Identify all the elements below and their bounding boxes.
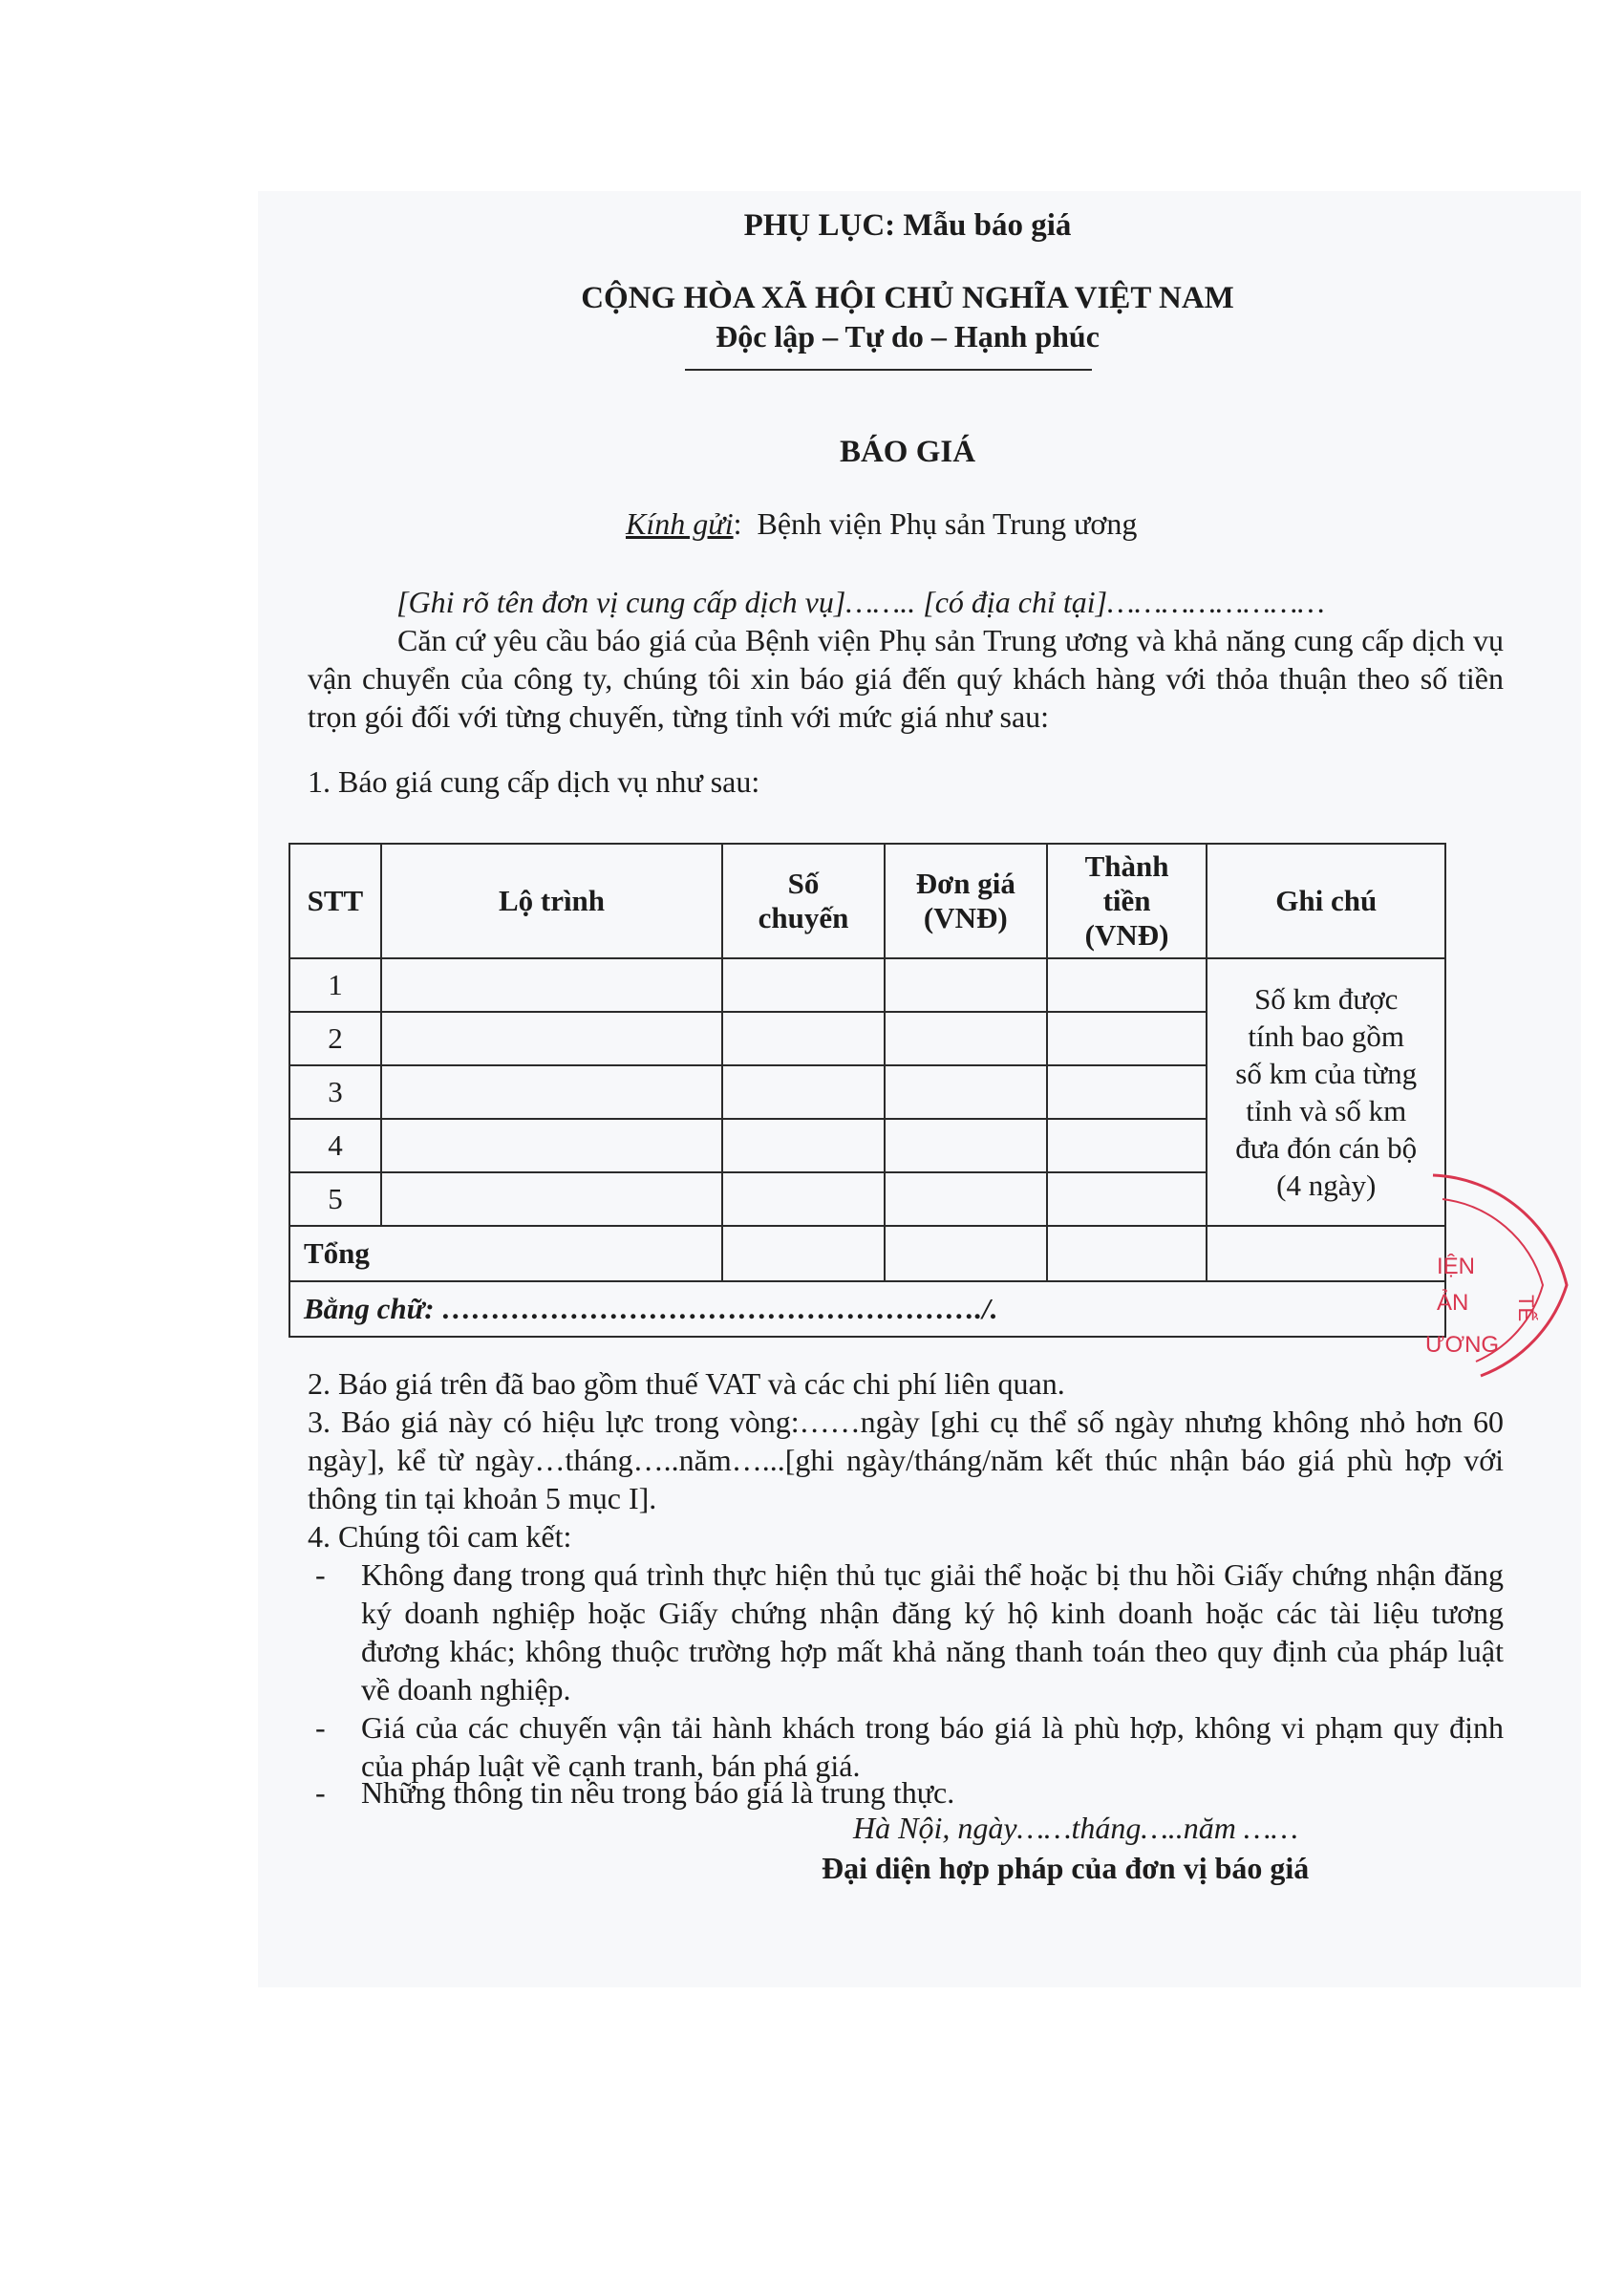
route-cell	[381, 1012, 722, 1065]
commitment-item	[308, 1773, 1504, 1812]
appendix-title: PHỤ LỤC: Mẫu báo giá	[743, 208, 1072, 243]
document-title: BÁO GIÁ	[839, 435, 976, 469]
item-2: 2. Báo giá trên đã bao gồm thuế VAT và các chi phí liên quan.	[308, 1366, 1065, 1401]
total-row	[289, 1226, 1445, 1281]
bullet-dash: -	[315, 1710, 326, 1745]
total-unit-price-cell	[885, 1226, 1047, 1281]
amount-cell	[1047, 1119, 1207, 1172]
recipient-line	[626, 506, 1137, 542]
table-header-row	[289, 844, 1445, 958]
header-note: Ghi chú	[1207, 844, 1445, 958]
amount-cell	[1047, 1172, 1207, 1226]
trips-cell	[722, 1119, 885, 1172]
amount-cell	[1047, 1065, 1207, 1119]
stamp-text-3: ƯƠNG	[1425, 1332, 1500, 1358]
row-number: 2	[289, 1012, 381, 1065]
commitment-text: Những thông tin nêu trong báo giá là trung thực.	[361, 1775, 955, 1810]
amount-in-words-dots: ………………………………………………./.	[434, 1292, 998, 1325]
recipient-label: Kính gửi	[626, 506, 734, 541]
unit-price-cell	[885, 958, 1047, 1012]
header-unit-price: Đơn giá (VNĐ)	[885, 844, 1047, 958]
quote-table	[288, 843, 1446, 1338]
total-trips-cell	[722, 1226, 885, 1281]
section-1-heading: 1. Báo giá cung cấp dịch vụ như sau:	[308, 764, 760, 799]
unit-price-cell	[885, 1065, 1047, 1119]
header-route: Lộ trình	[381, 844, 722, 958]
unit-price-cell	[885, 1119, 1047, 1172]
recipient-name: Bệnh viện Phụ sản Trung ương	[757, 506, 1138, 541]
supplier-note: [Ghi rõ tên đơn vị cung cấp dịch vụ]…….. [có địa chỉ tại]……………………	[396, 585, 1325, 619]
row-number: 5	[289, 1172, 381, 1226]
unit-price-cell	[885, 1012, 1047, 1065]
amount-in-words-label: Bằng chữ:	[304, 1292, 435, 1325]
commitment-text: Giá của các chuyến vận tải hành khách trong báo giá là phù hợp, không vi phạm quy định của pháp luật về cạnh tranh, bán phá giá.	[361, 1710, 1504, 1783]
route-cell	[381, 958, 722, 1012]
amount-cell	[1047, 958, 1207, 1012]
unit-price-cell	[885, 1172, 1047, 1226]
bullet-dash: -	[315, 1557, 326, 1592]
commitment-text: Không đang trong quá trình thực hiện thủ tục giải thể hoặc bị thu hồi Giấy chứng nhận đăng ký doanh nghiệp hoặc Giấy chứng nhận đăng ký hộ kinh doanh hoặc các tài liệu tương đương khác; không thuộc trường hợp mất khả năng thanh toán theo quy định của pháp luật về doanh nghiệp.	[361, 1557, 1504, 1706]
header-stt: STT	[289, 844, 381, 958]
amount-cell	[1047, 1012, 1207, 1065]
amount-in-words	[289, 1281, 1445, 1337]
stamp-text-2: ẢN	[1437, 1290, 1469, 1316]
commitment-item	[308, 1555, 1504, 1708]
row-number: 4	[289, 1119, 381, 1172]
red-stamp-seal	[1423, 1170, 1576, 1381]
header-trips: Số chuyến	[722, 844, 885, 958]
trips-cell	[722, 1012, 885, 1065]
bullet-dash: -	[315, 1775, 326, 1810]
item-4: 4. Chúng tôi cam kết:	[308, 1519, 572, 1554]
trips-cell	[722, 1172, 885, 1226]
route-cell	[381, 1119, 722, 1172]
row-number: 1	[289, 958, 381, 1012]
stamp-text-1: IỆN	[1437, 1254, 1476, 1279]
table-row	[289, 958, 1445, 1012]
total-note-cell	[1207, 1226, 1445, 1281]
route-cell	[381, 1065, 722, 1119]
motto: Độc lập – Tự do – Hạnh phúc	[716, 319, 1100, 354]
amount-in-words-row	[289, 1281, 1445, 1337]
intro-paragraph: Căn cứ yêu cầu báo giá của Bệnh viện Phụ sản Trung ương và khả năng cung cấp dịch vụ vận chuyển của công ty, chúng tôi xin báo giá đến quý khách hàng với thỏa thuận theo số tiền trọn gói đối với từng chuyến, từng tỉnh với mức giá như sau:	[308, 623, 1504, 734]
recipient-colon: :	[733, 506, 742, 541]
note-cell: Số km được tính bao gồm số km của từng tỉnh và số km đưa đón cán bộ (4 ngày)	[1207, 958, 1445, 1226]
item-3: 3. Báo giá này có hiệu lực trong vòng:……ngày [ghi cụ thể số ngày nhưng không nhỏ hơn 60 ngày], kể từ ngày…tháng…..năm…...[ghi ngày/tháng/năm kết thúc nhận báo giá phù hợp với thông tin tại khoản 5 mục I].	[308, 1405, 1504, 1515]
motto-underline	[685, 369, 1092, 371]
header-amount: Thành tiền (VNĐ)	[1047, 844, 1207, 958]
trips-cell	[722, 958, 885, 1012]
total-label: Tổng	[289, 1226, 722, 1281]
nation-title: CỘNG HÒA XÃ HỘI CHỦ NGHĨA VIỆT NAM	[581, 281, 1234, 315]
place-and-date: Hà Nội, ngày……tháng…..năm ……	[853, 1811, 1298, 1845]
row-number: 3	[289, 1065, 381, 1119]
stamp-text-side: TẾ	[1514, 1295, 1538, 1322]
total-amount-cell	[1047, 1226, 1207, 1281]
trips-cell	[722, 1065, 885, 1119]
signer-title: Đại diện hợp pháp của đơn vị báo giá	[822, 1851, 1310, 1885]
route-cell	[381, 1172, 722, 1226]
